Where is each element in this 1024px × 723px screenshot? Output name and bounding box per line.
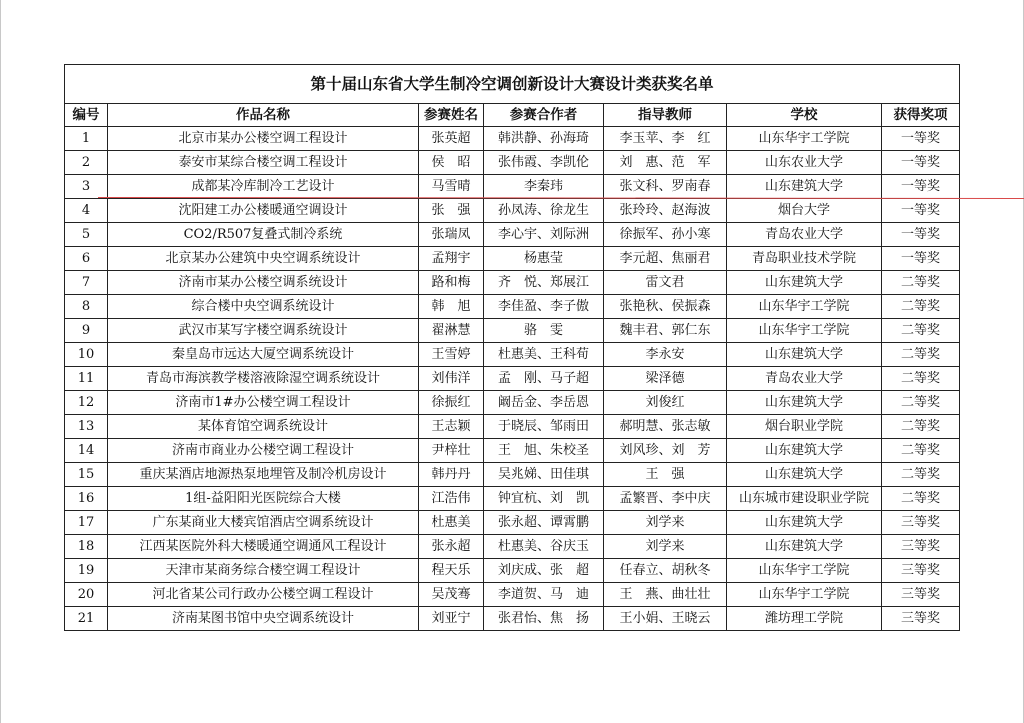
cell-participant: 侯 昭 — [419, 151, 484, 175]
cell-participant: 王雪婷 — [419, 343, 484, 367]
cell-number: 15 — [65, 463, 108, 487]
cell-advisors: 刘学来 — [604, 511, 727, 535]
table-row — [65, 511, 960, 535]
cell-award: 二等奖 — [882, 415, 960, 439]
cell-collaborators: 刘庆成、张 超 — [484, 559, 604, 583]
cell-collaborators: 张永超、谭霄鹏 — [484, 511, 604, 535]
cell-work-title: 济南市某办公楼空调系统设计 — [108, 271, 419, 295]
cell-work-title: 青岛市海滨教学楼溶液除湿空调系统设计 — [108, 367, 419, 391]
table-row — [65, 343, 960, 367]
cell-work-title: 天津市某商务综合楼空调工程设计 — [108, 559, 419, 583]
table-row — [65, 175, 960, 199]
cell-collaborators: 钟宜杭、刘 凯 — [484, 487, 604, 511]
cell-advisors: 雷文君 — [604, 271, 727, 295]
cell-number: 12 — [65, 391, 108, 415]
cell-collaborators: 王 旭、朱校圣 — [484, 439, 604, 463]
table-title: 第十届山东省大学生制冷空调创新设计大赛设计类获奖名单 — [65, 65, 960, 104]
cell-school: 青岛农业大学 — [727, 367, 882, 391]
table-row — [65, 583, 960, 607]
cell-participant: 张永超 — [419, 535, 484, 559]
cell-number: 3 — [65, 175, 108, 199]
cell-number: 21 — [65, 607, 108, 631]
cell-award: 二等奖 — [882, 295, 960, 319]
cell-award: 三等奖 — [882, 535, 960, 559]
cell-advisors: 刘俊红 — [604, 391, 727, 415]
cell-work-title: CO2/R507复叠式制冷系统 — [108, 223, 419, 247]
cell-award: 二等奖 — [882, 319, 960, 343]
cell-award: 一等奖 — [882, 247, 960, 271]
cell-school: 山东建筑大学 — [727, 175, 882, 199]
table-row — [65, 607, 960, 631]
cell-school: 山东城市建设职业学院 — [727, 487, 882, 511]
cell-award: 一等奖 — [882, 127, 960, 151]
cell-school: 烟台职业学院 — [727, 415, 882, 439]
cell-advisors: 郝明慧、张志敏 — [604, 415, 727, 439]
cell-collaborators: 李道贺、马 迪 — [484, 583, 604, 607]
cell-number: 2 — [65, 151, 108, 175]
cell-collaborators: 李秦玮 — [484, 175, 604, 199]
cell-collaborators: 李佳盈、李子傲 — [484, 295, 604, 319]
cell-award: 二等奖 — [882, 271, 960, 295]
cell-work-title: 北京市某办公楼空调工程设计 — [108, 127, 419, 151]
cell-collaborators: 吴兆娣、田佳琪 — [484, 463, 604, 487]
cell-participant: 路和梅 — [419, 271, 484, 295]
cell-school: 山东华宇工学院 — [727, 559, 882, 583]
cell-participant: 徐振红 — [419, 391, 484, 415]
header-school: 学校 — [727, 104, 882, 127]
cell-school: 山东建筑大学 — [727, 535, 882, 559]
table-row — [65, 319, 960, 343]
header-collaborators: 参赛合作者 — [484, 104, 604, 127]
table-row — [65, 439, 960, 463]
header-work-title: 作品名称 — [108, 104, 419, 127]
cell-award: 三等奖 — [882, 511, 960, 535]
table-row — [65, 295, 960, 319]
table-row — [65, 127, 960, 151]
cell-award: 二等奖 — [882, 463, 960, 487]
cell-advisors: 孟繁晋、李中庆 — [604, 487, 727, 511]
cell-participant: 张 强 — [419, 199, 484, 223]
cell-collaborators: 杜惠美、谷庆玉 — [484, 535, 604, 559]
cell-work-title: 北京某办公建筑中央空调系统设计 — [108, 247, 419, 271]
cell-advisors: 徐振军、孙小寒 — [604, 223, 727, 247]
cell-collaborators: 骆 雯 — [484, 319, 604, 343]
cell-award: 二等奖 — [882, 391, 960, 415]
cell-advisors: 张艳秋、侯振森 — [604, 295, 727, 319]
cell-participant: 孟翔宇 — [419, 247, 484, 271]
cell-school: 山东华宇工学院 — [727, 319, 882, 343]
cell-advisors: 刘 惠、范 军 — [604, 151, 727, 175]
cell-number: 7 — [65, 271, 108, 295]
header-row — [65, 104, 960, 127]
table-row — [65, 487, 960, 511]
cell-number: 8 — [65, 295, 108, 319]
cell-collaborators: 张君怡、焦 扬 — [484, 607, 604, 631]
cell-award: 一等奖 — [882, 151, 960, 175]
cell-school: 潍坊理工学院 — [727, 607, 882, 631]
cell-number: 9 — [65, 319, 108, 343]
cell-number: 18 — [65, 535, 108, 559]
cell-work-title: 济南市1#办公楼空调工程设计 — [108, 391, 419, 415]
cell-school: 山东建筑大学 — [727, 343, 882, 367]
cell-participant: 刘伟洋 — [419, 367, 484, 391]
cell-number: 10 — [65, 343, 108, 367]
cell-award: 二等奖 — [882, 487, 960, 511]
table-body — [65, 127, 960, 631]
cell-number: 20 — [65, 583, 108, 607]
cell-participant: 程天乐 — [419, 559, 484, 583]
cell-advisors: 张文科、罗南春 — [604, 175, 727, 199]
cell-award: 三等奖 — [882, 559, 960, 583]
cell-award: 一等奖 — [882, 223, 960, 247]
cell-advisors: 王小娟、王晓云 — [604, 607, 727, 631]
cell-award: 三等奖 — [882, 607, 960, 631]
cell-participant: 韩丹丹 — [419, 463, 484, 487]
table-row — [65, 247, 960, 271]
table-row — [65, 367, 960, 391]
cell-work-title: 成都某冷库制冷工艺设计 — [108, 175, 419, 199]
cell-award: 二等奖 — [882, 367, 960, 391]
cell-advisors: 魏丰君、郭仁东 — [604, 319, 727, 343]
table-row — [65, 151, 960, 175]
table-row — [65, 535, 960, 559]
cell-school: 烟台大学 — [727, 199, 882, 223]
cell-participant: 刘亚宁 — [419, 607, 484, 631]
cell-school: 山东华宇工学院 — [727, 583, 882, 607]
cell-number: 16 — [65, 487, 108, 511]
cell-participant: 翟淋慧 — [419, 319, 484, 343]
cell-participant: 杜惠美 — [419, 511, 484, 535]
cell-participant: 张瑞凤 — [419, 223, 484, 247]
table-row — [65, 559, 960, 583]
cell-award: 二等奖 — [882, 343, 960, 367]
table-row — [65, 463, 960, 487]
cell-advisors: 李永安 — [604, 343, 727, 367]
cell-advisors: 刘风珍、刘 芳 — [604, 439, 727, 463]
header-number: 编号 — [65, 104, 108, 127]
cell-work-title: 济南市商业办公楼空调工程设计 — [108, 439, 419, 463]
cell-award: 一等奖 — [882, 199, 960, 223]
cell-work-title: 1组-益阳阳光医院综合大楼 — [108, 487, 419, 511]
cell-advisors: 李玉苹、李 红 — [604, 127, 727, 151]
cell-school: 山东农业大学 — [727, 151, 882, 175]
cell-school: 山东建筑大学 — [727, 511, 882, 535]
cell-school: 山东华宇工学院 — [727, 295, 882, 319]
cell-school: 山东华宇工学院 — [727, 127, 882, 151]
cell-award: 三等奖 — [882, 583, 960, 607]
cell-work-title: 泰安市某综合楼空调工程设计 — [108, 151, 419, 175]
cell-advisors: 梁泽德 — [604, 367, 727, 391]
cell-work-title: 重庆某酒店地源热泵地埋管及制冷机房设计 — [108, 463, 419, 487]
cell-school: 青岛农业大学 — [727, 223, 882, 247]
cell-participant: 尹梓壮 — [419, 439, 484, 463]
cell-collaborators: 孟 刚、马子超 — [484, 367, 604, 391]
cell-number: 1 — [65, 127, 108, 151]
cell-collaborators: 韩洪静、孙海琦 — [484, 127, 604, 151]
cell-collaborators: 张伟霞、李凯伦 — [484, 151, 604, 175]
cell-collaborators: 孙凤涛、徐龙生 — [484, 199, 604, 223]
cell-award: 二等奖 — [882, 439, 960, 463]
table-row — [65, 223, 960, 247]
cell-work-title: 秦皇岛市远达大厦空调系统设计 — [108, 343, 419, 367]
cell-number: 6 — [65, 247, 108, 271]
cell-work-title: 河北省某公司行政办公楼空调工程设计 — [108, 583, 419, 607]
cell-participant: 马雪晴 — [419, 175, 484, 199]
header-award: 获得奖项 — [882, 104, 960, 127]
header-participant: 参赛姓名 — [419, 104, 484, 127]
table-row — [65, 415, 960, 439]
cell-school: 山东建筑大学 — [727, 439, 882, 463]
cell-participant: 江浩伟 — [419, 487, 484, 511]
cell-collaborators: 阚岳金、李岳恩 — [484, 391, 604, 415]
cell-work-title: 济南某图书馆中央空调系统设计 — [108, 607, 419, 631]
cell-advisors: 任春立、胡秋冬 — [604, 559, 727, 583]
cell-participant: 王志颖 — [419, 415, 484, 439]
cell-number: 11 — [65, 367, 108, 391]
cell-participant: 张英超 — [419, 127, 484, 151]
cell-school: 山东建筑大学 — [727, 463, 882, 487]
header-advisors: 指导教师 — [604, 104, 727, 127]
cell-school: 青岛职业技术学院 — [727, 247, 882, 271]
cell-number: 19 — [65, 559, 108, 583]
cell-collaborators: 李心宇、刘际洲 — [484, 223, 604, 247]
cell-collaborators: 杜惠美、王科荀 — [484, 343, 604, 367]
cell-school: 山东建筑大学 — [727, 391, 882, 415]
cell-school: 山东建筑大学 — [727, 271, 882, 295]
cell-number: 4 — [65, 199, 108, 223]
award-list-table — [64, 64, 960, 631]
cell-collaborators: 杨惠莹 — [484, 247, 604, 271]
cell-work-title: 综合楼中央空调系统设计 — [108, 295, 419, 319]
cell-number: 14 — [65, 439, 108, 463]
cell-participant: 吴茂骞 — [419, 583, 484, 607]
cell-number: 13 — [65, 415, 108, 439]
cell-advisors: 刘学来 — [604, 535, 727, 559]
cell-advisors: 王 燕、曲壮壮 — [604, 583, 727, 607]
cell-collaborators: 齐 悦、郑展江 — [484, 271, 604, 295]
cell-work-title: 某体育馆空调系统设计 — [108, 415, 419, 439]
table-row — [65, 199, 960, 223]
cell-advisors: 李元超、焦丽君 — [604, 247, 727, 271]
table-row — [65, 271, 960, 295]
table-row — [65, 391, 960, 415]
cell-work-title: 广东某商业大楼宾馆酒店空调系统设计 — [108, 511, 419, 535]
cell-collaborators: 于晓辰、邹雨田 — [484, 415, 604, 439]
cell-advisors: 王 强 — [604, 463, 727, 487]
cell-advisors: 张玲玲、赵海波 — [604, 199, 727, 223]
cell-number: 17 — [65, 511, 108, 535]
cell-work-title: 江西某医院外科大楼暖通空调通风工程设计 — [108, 535, 419, 559]
cell-work-title: 武汉市某写字楼空调系统设计 — [108, 319, 419, 343]
cell-work-title: 沈阳建工办公楼暖通空调设计 — [108, 199, 419, 223]
cell-participant: 韩 旭 — [419, 295, 484, 319]
cell-number: 5 — [65, 223, 108, 247]
cell-award: 一等奖 — [882, 175, 960, 199]
